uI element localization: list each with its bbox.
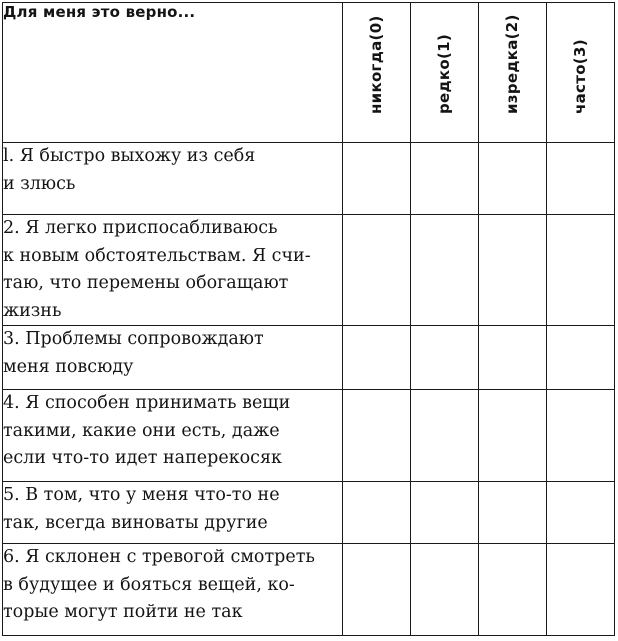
question-text-line: так, всегда виноваты другие: [3, 512, 268, 533]
table-title: Для меня это верно...: [3, 3, 343, 143]
answer-cell-rarely[interactable]: [410, 215, 478, 326]
question-text-line: торые могут пойти не так: [3, 602, 243, 622]
answer-cell-sometimes[interactable]: [478, 390, 546, 482]
option-never-label: никогда(0): [367, 15, 386, 114]
answer-cell-rarely[interactable]: [410, 326, 478, 390]
answer-cell-never[interactable]: [342, 143, 410, 215]
question-text-line: если что-то идет наперекосяк: [3, 448, 282, 468]
answer-cell-never[interactable]: [342, 544, 410, 636]
answer-cell-often[interactable]: [546, 215, 614, 326]
answer-cell-often[interactable]: [546, 326, 614, 390]
answer-cell-often[interactable]: [546, 143, 614, 215]
answer-cell-often[interactable]: [546, 544, 614, 636]
answer-cell-sometimes[interactable]: [478, 544, 546, 636]
answer-cell-never[interactable]: [342, 326, 410, 390]
question-text-line: 4. Я способен принимать вещи: [3, 393, 291, 413]
answer-cell-sometimes[interactable]: [478, 482, 546, 544]
answer-cell-never[interactable]: [342, 215, 410, 326]
questionnaire-table: [2, 2, 615, 636]
question-text-line: таю, что перемены обогащают: [3, 273, 289, 293]
option-rarely-header: [410, 3, 478, 143]
table-row: [3, 544, 615, 636]
answer-cell-rarely[interactable]: [410, 143, 478, 215]
question-text-line: жизнь: [3, 300, 62, 321]
option-often-label: часто(3): [571, 39, 590, 114]
answer-cell-sometimes[interactable]: [478, 215, 546, 326]
option-sometimes-label: изредка(2): [503, 14, 522, 114]
header-row: [3, 3, 615, 143]
question-6: [3, 544, 343, 636]
question-4: [3, 390, 343, 482]
question-text-line: меня повсюду: [3, 356, 134, 377]
answer-cell-rarely[interactable]: [410, 390, 478, 482]
question-5: [3, 482, 343, 544]
table-row: [3, 143, 615, 215]
question-text-line: такими, какие они есть, даже: [3, 420, 280, 441]
question-text-line: 2. Я легко приспосабливаюсь: [3, 218, 278, 238]
question-text-line: к новым обстоятельствам. Я счи-: [3, 245, 311, 266]
question-2: [3, 215, 343, 326]
question-text-line: 6. Я склонен с тревогой смотреть: [3, 547, 315, 567]
option-never-header: [342, 3, 410, 143]
question-1: [3, 143, 343, 215]
answer-cell-often[interactable]: [546, 482, 614, 544]
answer-cell-rarely[interactable]: [410, 482, 478, 544]
question-text-line: 3. Проблемы сопровождают: [3, 329, 264, 349]
table-row: [3, 390, 615, 482]
table-row: [3, 482, 615, 544]
question-3: [3, 326, 343, 390]
answer-cell-often[interactable]: [546, 390, 614, 482]
answer-cell-never[interactable]: [342, 390, 410, 482]
option-rarely-label: редко(1): [435, 33, 454, 114]
question-text-line: и злюсь: [3, 173, 76, 194]
answer-cell-sometimes[interactable]: [478, 326, 546, 390]
table-row: [3, 215, 615, 326]
option-often-header: [546, 3, 614, 143]
question-text-line: в будущее и бояться вещей, ко-: [3, 574, 295, 595]
table-row: [3, 326, 615, 390]
question-text-line: l. Я быстро выхожу из себя: [3, 146, 256, 166]
option-sometimes-header: [478, 3, 546, 143]
answer-cell-rarely[interactable]: [410, 544, 478, 636]
answer-cell-never[interactable]: [342, 482, 410, 544]
answer-cell-sometimes[interactable]: [478, 143, 546, 215]
question-text-line: 5. В том, что у меня что-то не: [3, 485, 280, 505]
